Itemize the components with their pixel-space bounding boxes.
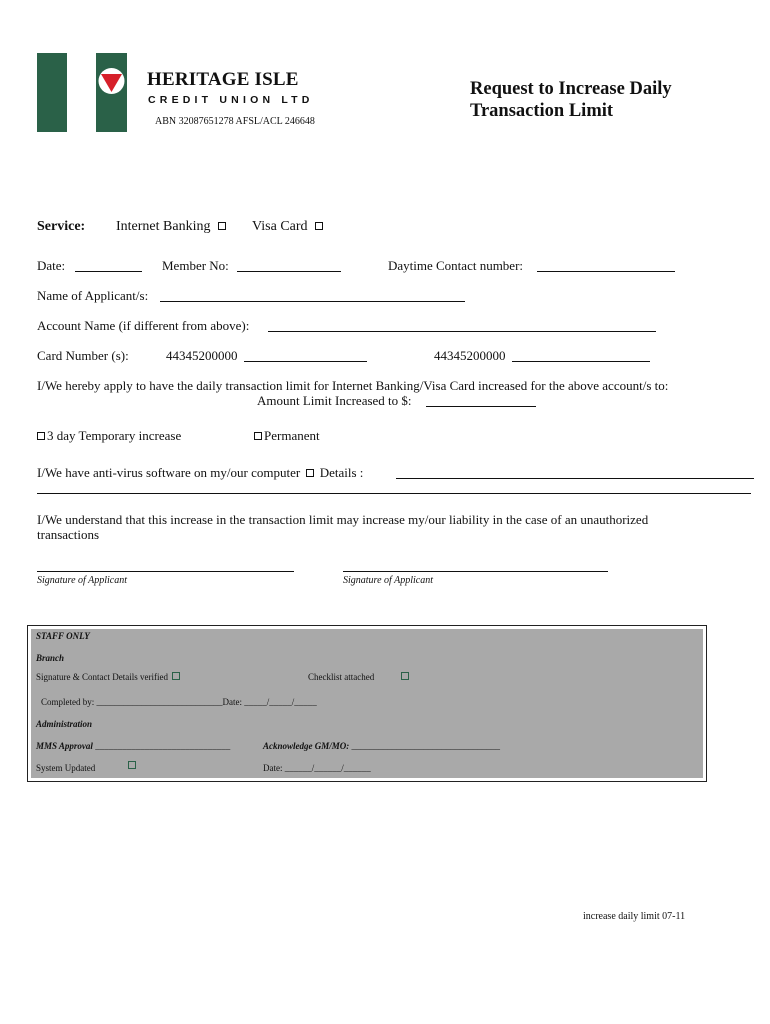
logo-name: HERITAGE ISLE — [147, 69, 299, 90]
card-number-label: Card Number (s): — [37, 348, 129, 363]
acknowledge-field[interactable]: _________________________________ — [351, 741, 500, 751]
visa-card-label: Visa Card — [252, 219, 308, 234]
form-code-footer: increase daily limit 07-11 — [583, 911, 686, 922]
page-title-line1: Request to Increase Daily — [470, 79, 672, 99]
internet-banking-label: Internet Banking — [116, 219, 211, 234]
permanent-checkbox[interactable] — [254, 432, 262, 440]
card-number-field-1[interactable] — [244, 361, 367, 362]
permanent-option[interactable] — [254, 428, 320, 444]
verified-label: Signature & Contact Details verified — [36, 672, 168, 682]
verified-checkbox[interactable] — [172, 672, 180, 680]
staff-only-panel — [31, 629, 703, 778]
member-no-label: Member No: — [162, 258, 229, 273]
system-updated-checkbox[interactable] — [128, 761, 136, 769]
administration-label: Administration — [36, 719, 93, 729]
date-label: Date: — [37, 258, 66, 273]
acknowledge-row — [263, 741, 500, 751]
system-updated-label: System Updated — [36, 763, 96, 773]
apply-text: I/We hereby apply to have the daily transaction limit for Internet Banking/Visa Card increased for the above account/s to: — [37, 378, 669, 393]
member-no-field[interactable] — [237, 271, 341, 272]
abn-text: ABN 32087651278 AFSL/ACL 246648 — [155, 116, 315, 127]
page-title-line2: Transaction Limit — [470, 101, 614, 121]
amount-limit-label: Amount Limit Increased to $: — [257, 393, 412, 408]
service-visa-card[interactable] — [252, 219, 323, 235]
mms-approval-field[interactable]: ______________________________ — [95, 741, 231, 751]
visa-card-checkbox[interactable] — [315, 222, 323, 230]
checklist-label: Checklist attached — [308, 672, 375, 682]
daytime-contact-label: Daytime Contact number: — [388, 258, 524, 273]
acknowledge-label: Acknowledge GM/MO: — [263, 741, 350, 751]
card-number-field-2[interactable] — [512, 361, 650, 362]
mms-row — [36, 741, 230, 751]
details-field-line2[interactable] — [37, 493, 751, 494]
mms-approval-label: MMS Approval — [36, 741, 93, 751]
date-field[interactable] — [75, 271, 142, 272]
temporary-label: 3 day Temporary increase — [47, 428, 182, 443]
logo-bar-left — [37, 53, 67, 132]
antivirus-label: I/We have anti-virus software on my/our computer — [37, 465, 301, 480]
staff-only-header: STAFF ONLY — [36, 631, 90, 641]
daytime-contact-field[interactable] — [537, 271, 675, 272]
antivirus-row — [37, 465, 363, 481]
service-label: Service: — [37, 219, 86, 234]
completed-by-row[interactable]: Completed by: ____________________________Date: _____/_____/_____ — [41, 697, 317, 707]
permanent-label: Permanent — [264, 428, 320, 443]
signature-label-1: Signature of Applicant — [37, 575, 127, 586]
service-internet-banking[interactable] — [116, 219, 226, 235]
amount-limit-field[interactable] — [426, 406, 536, 407]
details-field[interactable] — [396, 478, 754, 479]
temporary-option[interactable] — [37, 428, 181, 444]
liability-text-line2: transactions — [37, 527, 100, 542]
internet-banking-checkbox[interactable] — [218, 222, 226, 230]
signature-line-1[interactable] — [37, 571, 294, 572]
antivirus-checkbox[interactable] — [306, 469, 314, 477]
logo-bar-right — [96, 53, 127, 132]
branch-label: Branch — [36, 653, 65, 663]
account-name-label: Account Name (if different from above): — [37, 318, 250, 333]
staff-date-field[interactable]: Date: ______/______/______ — [263, 763, 371, 773]
card-prefix-2: 44345200000 — [434, 348, 506, 363]
liability-text-line1: I/We understand that this increase in the transaction limit may increase my/our liability in the case of an unauthorized — [37, 512, 649, 527]
applicant-field[interactable] — [160, 301, 465, 302]
applicant-label: Name of Applicant/s: — [37, 288, 149, 303]
signature-label-2: Signature of Applicant — [343, 575, 433, 586]
temporary-checkbox[interactable] — [37, 432, 45, 440]
account-name-field[interactable] — [268, 331, 656, 332]
checklist-checkbox[interactable] — [401, 672, 409, 680]
logo-triangle-icon — [96, 63, 127, 103]
details-label: Details : — [319, 465, 364, 480]
logo-subtitle: CREDIT UNION LTD — [148, 94, 314, 106]
signature-line-2[interactable] — [343, 571, 608, 572]
card-prefix-1: 44345200000 — [166, 348, 238, 363]
staff-only-box — [27, 625, 707, 782]
verified-row — [36, 672, 180, 682]
